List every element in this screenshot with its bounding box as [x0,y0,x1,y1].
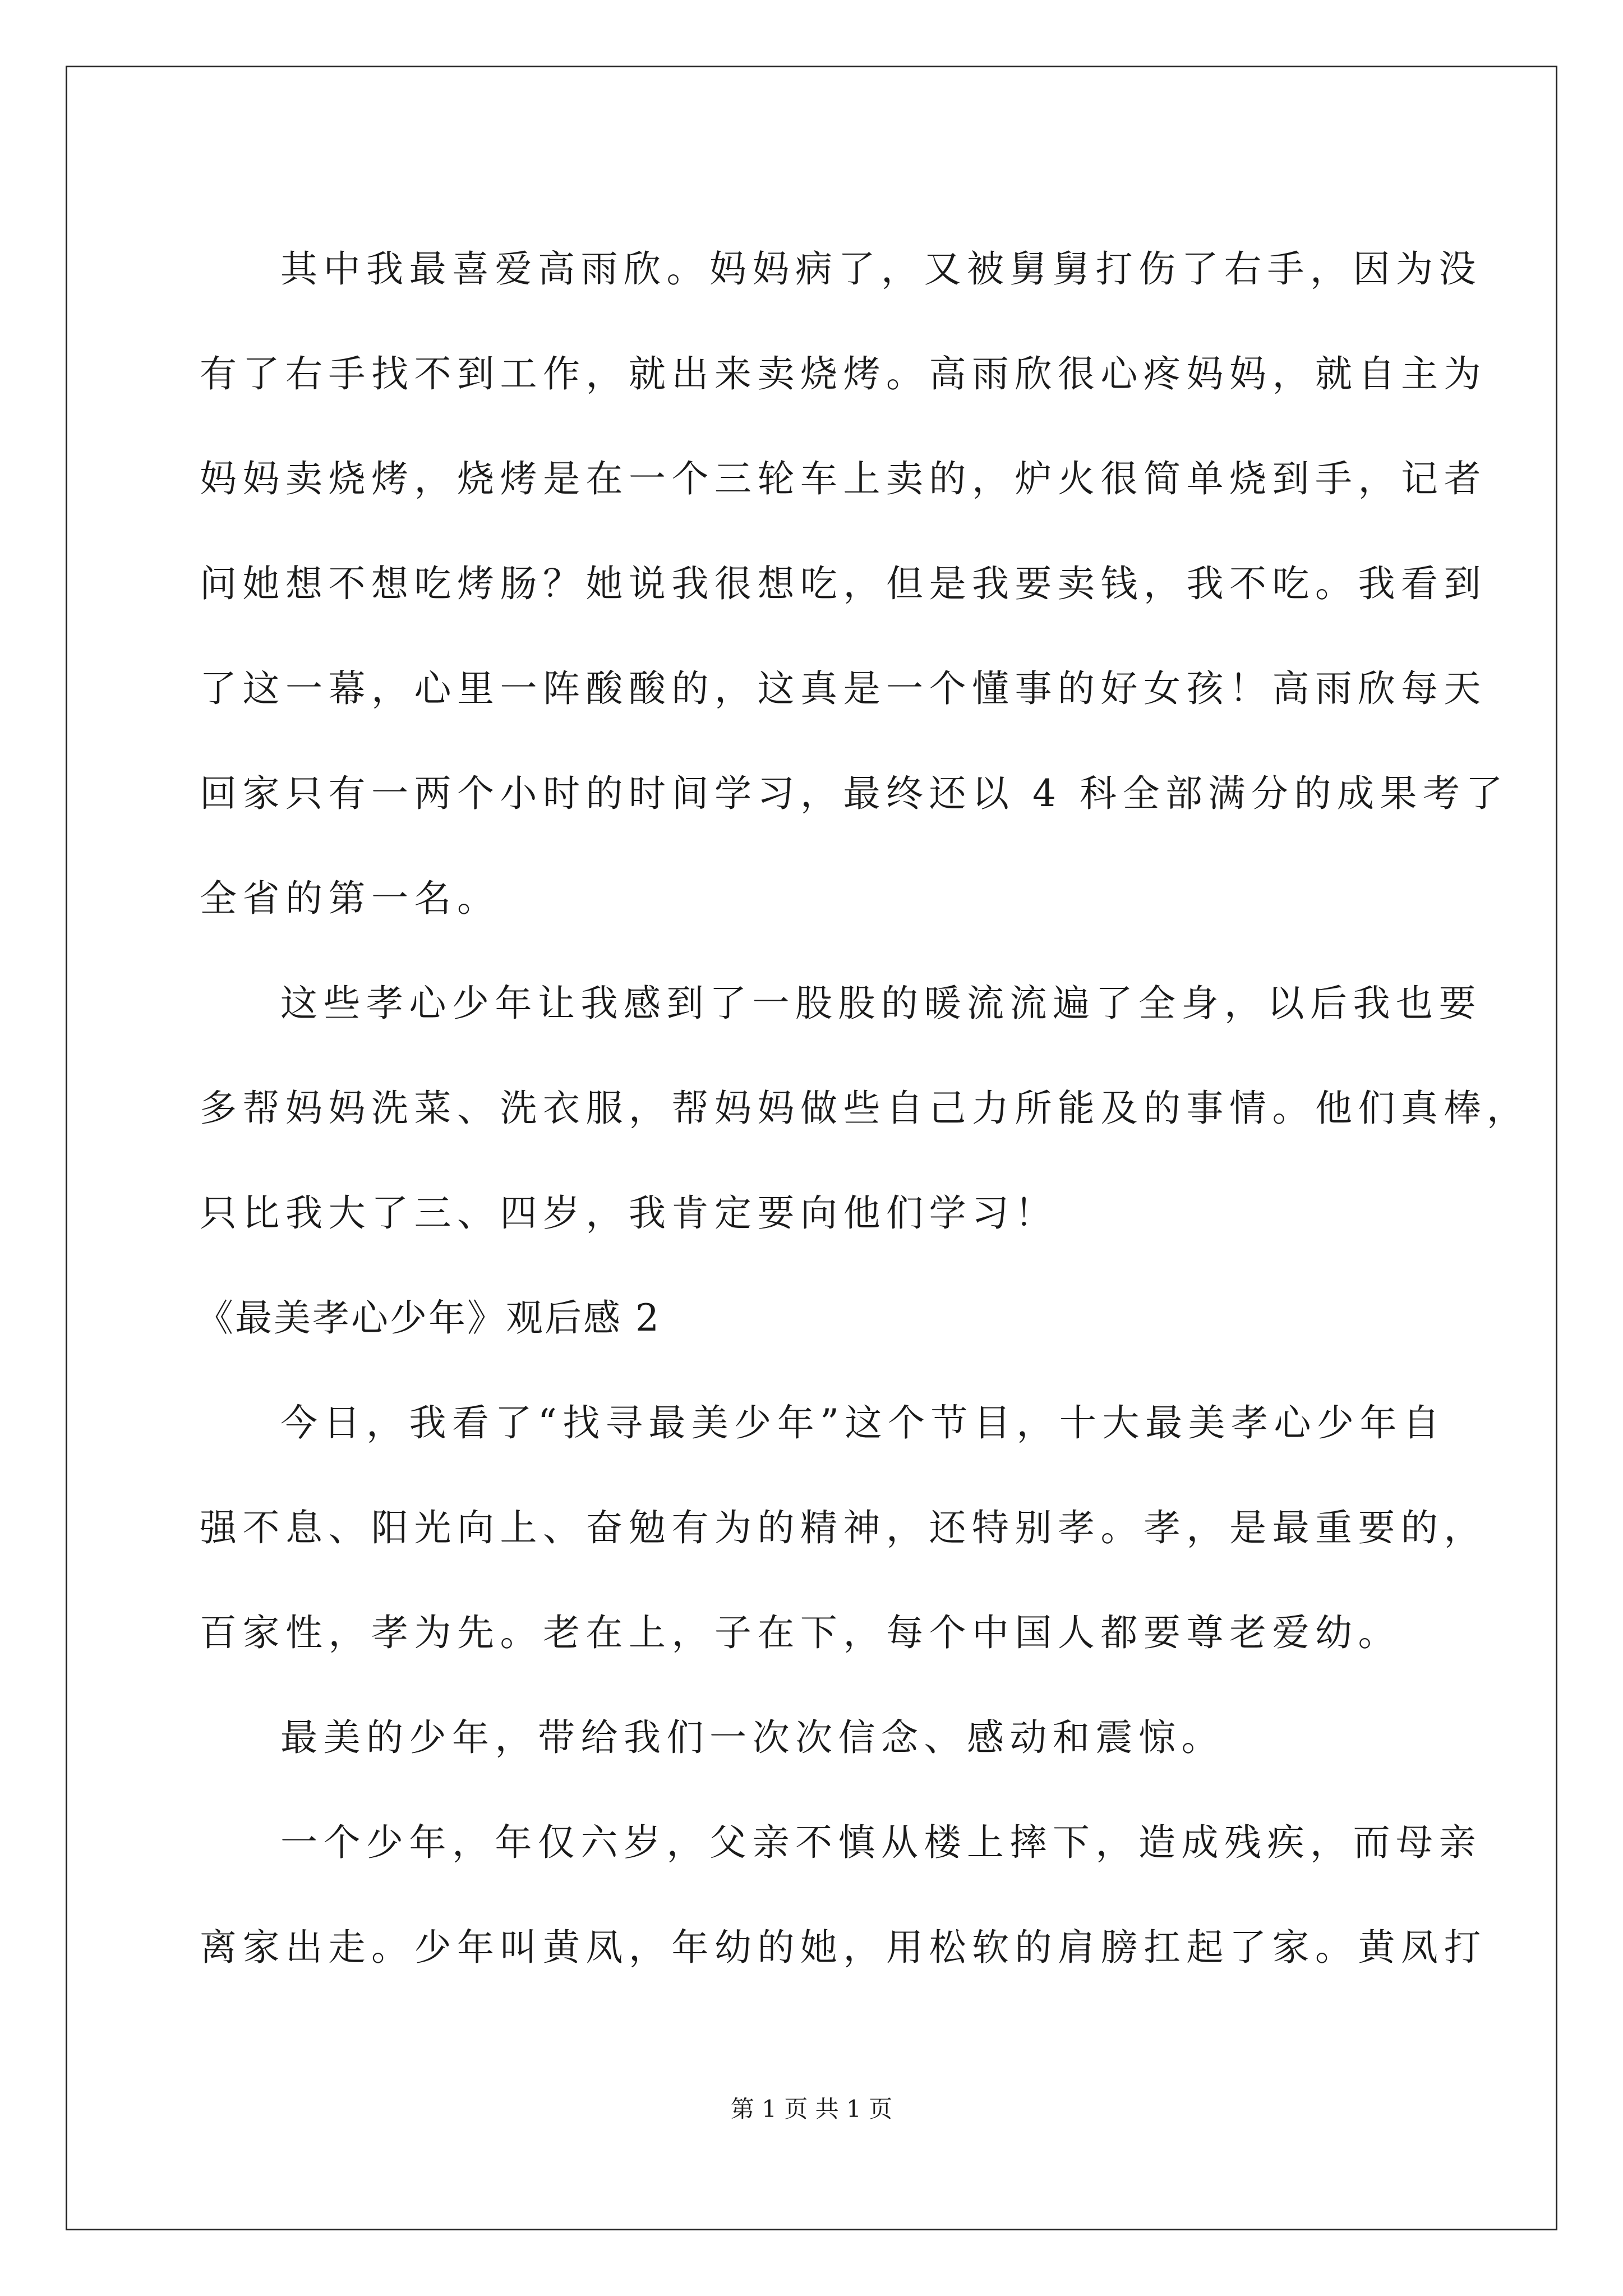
text-line: 离家出走。少年叫黄凤，年幼的她，用松软的肩膀扛起了家。黄凤打 [200,1926,1487,1969]
page-footer: 第 1 页 共 1 页 [730,2095,893,2123]
paragraph [200,1790,1487,2000]
section-heading [196,1266,1436,1370]
heading-text: 《最美孝心少年》观后感 2 [196,1296,661,1340]
text-line: 一个少年，年仅六岁，父亲不慎从楼上摔下，造成残疾，而母亲 [280,1821,1482,1864]
text-line: 多帮妈妈洗菜、洗衣服，帮妈妈做些自己力所能及的事情。他们真棒， [200,1087,1530,1130]
text-line: 妈妈卖烧烤，烧烤是在一个三轮车上卖的，炉火很简单烧到手，记者 [200,457,1487,500]
text-line: 其中我最喜爱高雨欣。妈妈病了，又被舅舅打伤了右手，因为没 [280,247,1482,291]
text-line: 了这一幕，心里一阵酸酸的，这真是一个懂事的好女孩！高雨欣每天 [200,667,1487,710]
paragraph [200,951,1530,1266]
paragraph [200,1370,1487,1685]
text-line: 百家性，孝为先。老在上，子在下，每个中国人都要尊老爱幼。 [200,1611,1401,1654]
text-line: 强不息、阳光向上、奋勉有为的精神，还特别孝。孝，是最重要的， [200,1506,1487,1549]
text-line: 今日，我看了“找寻最美少年”这个节目，十大最美孝心少年自 [280,1401,1446,1444]
text-line: 全省的第一名。 [200,877,500,920]
paragraph [200,1685,1436,1790]
paragraph [200,217,1509,951]
text-line: 最美的少年，带给我们一次次信念、感动和震惊。 [280,1716,1224,1759]
text-line: 这些孝心少年让我感到了一股股的暖流流遍了全身，以后我也要 [280,982,1482,1025]
text-line: 问她想不想吃烤肠？她说我很想吃，但是我要卖钱，我不吃。我看到 [200,562,1487,605]
text-line: 回家只有一两个小时的时间学习，最终还以 4 科全部满分的成果考了 [200,772,1509,815]
document-body [196,217,1530,2000]
text-line: 有了右手找不到工作，就出来卖烧烤。高雨欣很心疼妈妈，就自主为 [200,352,1487,395]
text-line: 只比我大了三、四岁，我肯定要向他们学习！ [200,1191,1058,1235]
